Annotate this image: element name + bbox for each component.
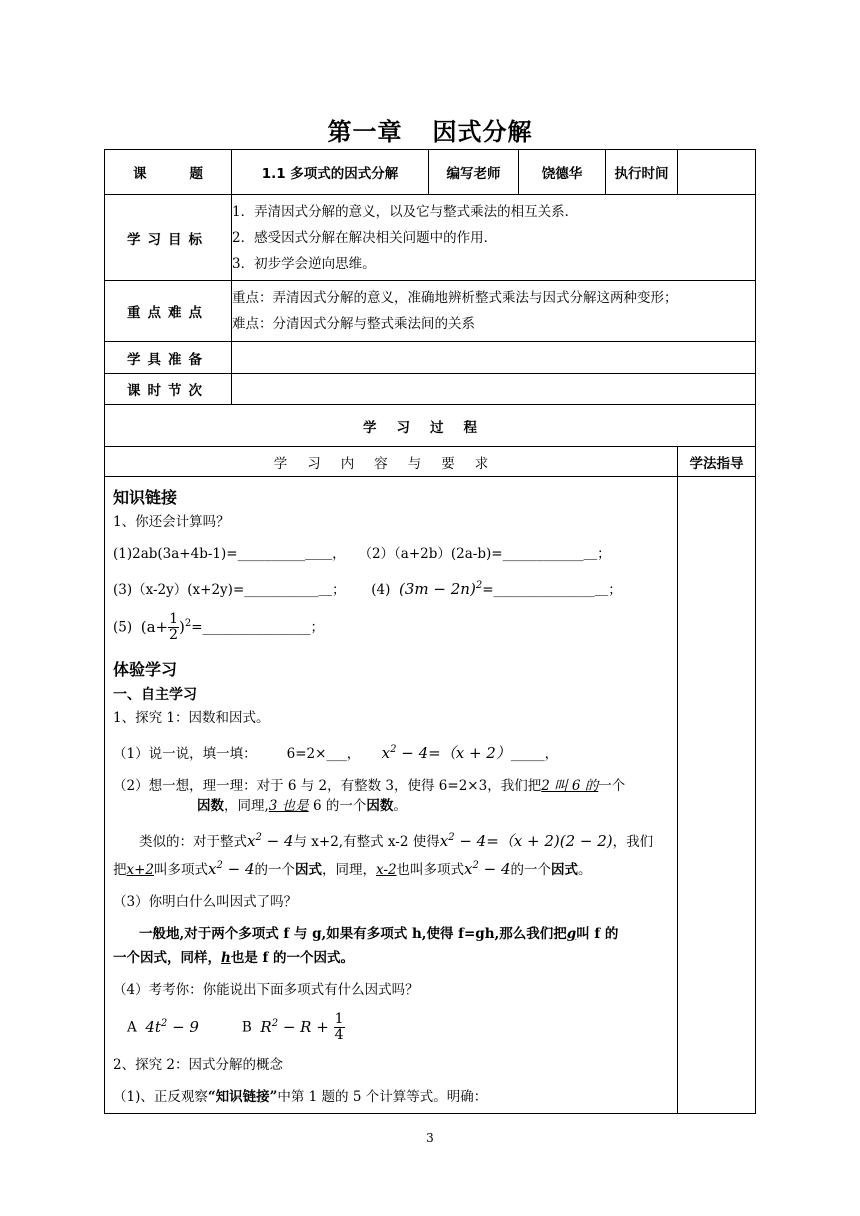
editor-value: 饶德华 [519,150,606,195]
topic-label-cell: 课 题 [105,150,232,195]
experience-heading: 体验学习 [113,660,178,679]
topic-value: 1.1 多项式的因式分解 [232,150,429,195]
observe-line: （1)、正反观察“知识链接”中第 1 题的 5 个计算等式。明确： [113,1089,488,1105]
calc-row-3 [113,612,669,643]
key-points [232,281,756,342]
goals-label: 学习目标 [105,195,232,281]
calc-4-expr: $(3m - 2n)^2$ [398,580,483,598]
calc-1: (1)2ab(3a+4b-1)=__________＿＿， [113,546,346,562]
explore-2: 2、探究 2：因式分解的概念 [113,1057,283,1073]
goal-item: 2．感受因式分解在解决相关问题中的作用． [232,229,498,246]
explore-1: 1、探究 1：因数和因式。 [113,710,270,726]
knowledge-heading: 知识链接 [113,488,178,507]
key-points-label: 重点难点 [105,281,232,342]
calc-3: (3)（x-2y）(x+2y)=___________＿； [113,582,346,598]
calc-4-label: (4) [371,582,391,598]
period-value [232,374,756,405]
calc-5-tail: =________________； [191,619,325,636]
think-line-2: 因数，同理,3 也是 6 的一个因数。 [197,798,407,814]
options-line: A $4t^2 - 9$ B $R^2 - R$ + $\frac{1}{4}$ [127,1011,344,1043]
page-number: 3 [426,1131,434,1145]
tools-label: 学具准备 [105,342,232,374]
goals-list [232,195,756,281]
exec-time-label: 执行时间 [606,150,678,195]
difficult-point: 难点：分清因式分解与整式乘法间的关系 [232,316,475,332]
process-title: 学习过程 [105,405,756,447]
think-line: （2）想一想，理一理：对于 6 与 2，有整数 3，使得 6=2×3，我们把2 叫 6 的一个 [113,778,626,794]
say-eq-1: 6=2×___， [286,746,361,762]
calc-row-1 [113,544,669,564]
content-area [105,477,678,1114]
editor-label: 编写老师 [429,150,519,195]
similar-line-1: 类似的：对于整式$x^2 - 4$与 x+2,有整式 x-2 使得$x^2 - 4=(x + 2)(2 - 2)$，我们 [139,832,654,850]
chapter-title: 第一章 因式分解 [327,118,533,146]
goal-item: 1．弄清因式分解的意义，以及它与整式乘法的相互关系． [232,203,579,220]
content-header: 学习内容与要求 [105,447,678,477]
question-4: （4）考考你：你能说出下面多项式有什么因式吗？ [113,982,419,998]
question-1: 1、你还会计算吗？ [113,514,230,530]
lesson-table [104,149,756,1114]
exec-time-value [678,150,756,195]
say-eq-2: $x^2 - 4=(x + 2)$ [381,744,511,762]
similar-line-2: 把x+2叫多项式$x^2 - 4$的一个因式，同理，x-2也叫多项式$x^2 - 4$的一个因式。 [113,860,592,878]
goal-item: 3．初步学会逆向思维。 [232,255,376,272]
guide-header: 学法指导 [678,447,756,477]
calc-4-tail: =_______________＿； [482,582,622,598]
guide-column [678,477,756,1114]
definition-line-1: 一般地,对于两个多项式 f 与 g,如果有多项式 h,使得 f=gh,那么我们把g叫 f 的 [139,926,619,942]
calc-row-2 [113,576,669,600]
period-label: 课时节次 [105,374,232,405]
key-point: 重点：弄清因式分解的意义，准确地辨析整式乘法与因式分解这两种变形； [232,290,678,306]
say-line: （1）说一说，填一填： 6=2×___， $x^2 - 4=(x$ + 2）_____， [113,744,559,762]
calc-5-label: (5) [113,619,133,636]
calc-2: （2）（a+2b）(2a-b)=____________＿； [358,546,611,562]
definition-line-2: 一个因式，同样，h也是 f 的一个因式。 [113,950,355,966]
self-study-heading: 一、自主学习 [113,687,197,703]
question-3: （3）你明白什么叫因式了吗？ [113,894,298,910]
tools-value [232,342,756,374]
calc-5-expr: (a+ $\frac{1}{2}$ )$^2$ [140,611,192,643]
